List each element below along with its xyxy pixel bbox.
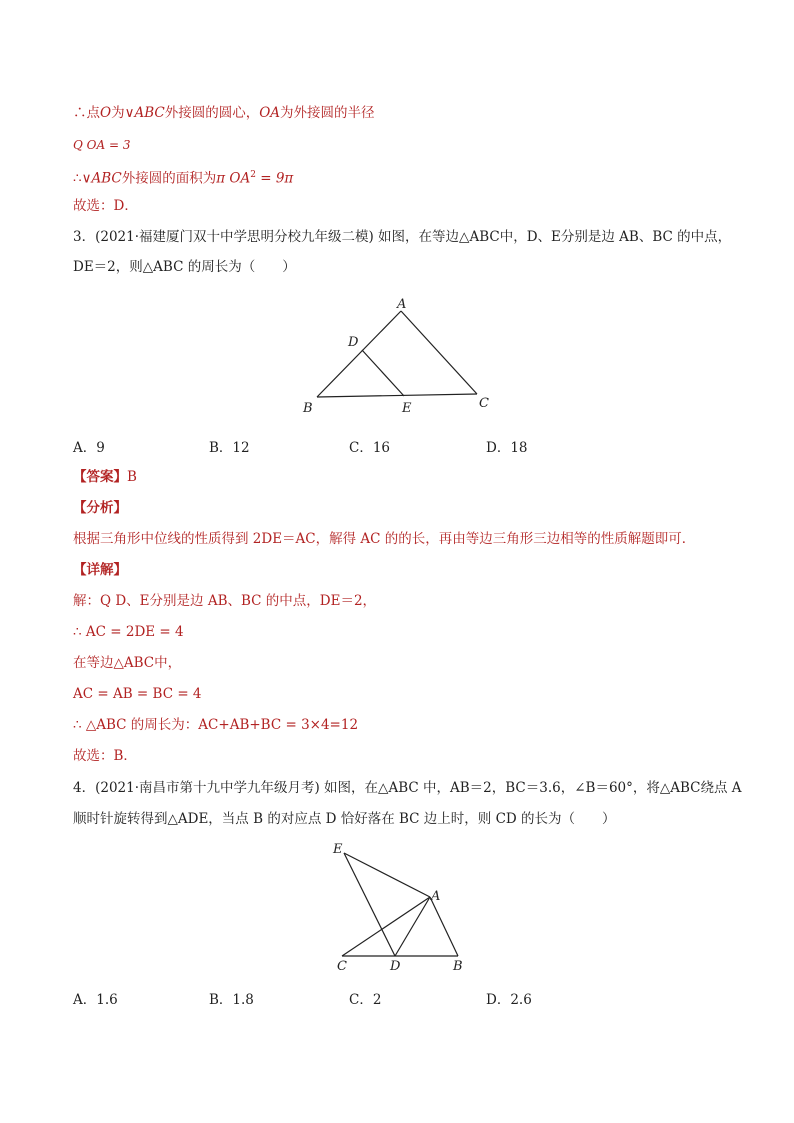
text: OA: [259, 105, 281, 121]
q3-stem-line2: DE＝2，则△ABC 的周长为（ ）: [73, 259, 296, 275]
q4-segment-ae: [344, 853, 430, 897]
text: ABC: [134, 105, 165, 121]
text: ∴点: [73, 105, 100, 121]
q4-segment-ad: [395, 897, 430, 956]
top-line-2: Q OA = 3: [73, 138, 131, 152]
q3-detail-4: AC = AB = BC = 4: [73, 686, 202, 702]
q3-label-e: E: [402, 401, 412, 416]
q4-option-a[interactable]: A．1.6: [73, 992, 118, 1008]
text: 【分析】: [73, 500, 127, 516]
q4-segment-ab: [430, 897, 458, 956]
q3-answer-line: [73, 468, 137, 486]
q3-side-bc: [317, 394, 477, 397]
q4-stem-line1: 4．(2021·南昌市第十九中学九年级月考) 如图，在△ABC 中，AB＝2，BC＝3.6，∠B＝60°，将△ABC绕点 A: [73, 780, 742, 796]
q3-segment-de: [362, 350, 404, 396]
top-line-1: [73, 104, 375, 122]
q4-segment-ed: [344, 853, 395, 956]
q3-detail-1: 解：Q D、E分别是边 AB、BC 的中点，DE＝2，: [73, 593, 377, 609]
q4-stem-line2: 顺时针旋转得到△ADE，当点 B 的对应点 D 恰好落在 BC 边上时，则 CD 的长为（ ）: [73, 811, 616, 827]
q3-detail-3: 在等边△ABC中，: [73, 655, 182, 671]
top-line-4: 故选：D．: [73, 198, 138, 214]
text: 2: [250, 170, 256, 180]
q4-segment-ac: [342, 897, 430, 956]
top-line-3: [73, 166, 293, 188]
q3-option-d[interactable]: D．18: [486, 440, 528, 456]
text: 【详解】: [73, 562, 127, 578]
q4-option-c[interactable]: C．2: [349, 992, 382, 1008]
q3-detail-6: 故选：B．: [73, 748, 137, 764]
q3-analysis-tag: [73, 499, 127, 517]
text: 外接圆的面积为: [121, 170, 217, 187]
q3-option-a[interactable]: A．9: [73, 440, 105, 456]
q3-stem-line1: 3．(2021·福建厦门双十中学思明分校九年级二模) 如图，在等边△ABC中，D、E分别是边 AB、BC 的中点，: [73, 229, 732, 245]
q3-side-ac: [401, 311, 477, 394]
q3-label-c: C: [479, 396, 489, 411]
q4-option-b[interactable]: B．1.8: [209, 992, 254, 1008]
text: 为外接圆的半径: [280, 105, 375, 121]
q4-label-a: A: [431, 889, 441, 904]
q3-analysis-text: 根据三角形中位线的性质得到 2DE＝AC，解得 AC 的的长，再由等边三角形三边相等的性质解题即可．: [73, 531, 696, 547]
q3-option-b[interactable]: B．12: [209, 440, 250, 456]
q3-option-c[interactable]: C．16: [349, 440, 391, 456]
text: 为∨: [111, 105, 135, 121]
q3-label-a: A: [397, 297, 407, 312]
q4-label-d: D: [390, 959, 401, 974]
text: O: [100, 105, 112, 121]
text: 外接圆的圆心，: [164, 105, 260, 121]
text: ABC: [91, 170, 122, 187]
answer-tag: 【答案】: [73, 469, 127, 485]
answer-value: B: [127, 469, 137, 485]
q4-option-d[interactable]: D．2.6: [486, 992, 532, 1008]
q4-label-e: E: [333, 842, 343, 857]
q3-figure: [300, 290, 500, 420]
q3-detail-5: ∴ △ABC 的周长为：AC+AB+BC = 3×4=12: [73, 717, 359, 733]
q4-label-b: B: [453, 959, 463, 974]
q3-detail-tag: [73, 561, 127, 579]
q4-figure: [320, 838, 480, 978]
q3-side-ab: [317, 311, 401, 397]
q4-label-c: C: [337, 959, 347, 974]
q3-label-d: D: [348, 335, 359, 350]
text: ∴∨: [73, 170, 92, 187]
q3-detail-2: ∴ AC = 2DE = 4: [73, 624, 184, 640]
text: = 9π: [255, 170, 294, 187]
text: π OA: [216, 170, 251, 187]
q3-label-b: B: [303, 401, 313, 416]
